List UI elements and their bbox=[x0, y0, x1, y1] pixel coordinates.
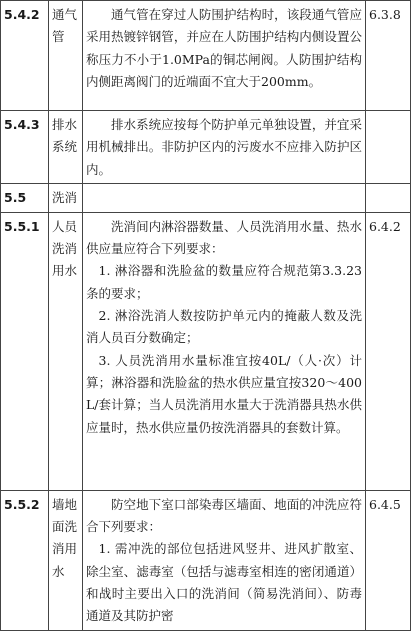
clause-paragraph: 通气管在穿过人防围护结构时，该段通气管应采用热镀锌钢管，并应在人防围护结构内侧设置公称压力不小于1.0MPa的铜芯闸阀。人防围护结构内侧距离阀门的近端面不宜大于200mm。 bbox=[86, 7, 362, 89]
clause-reference: 6.4.2 bbox=[366, 212, 411, 490]
table-row bbox=[1, 490, 411, 630]
clause-number: 5.5.1 bbox=[1, 212, 49, 490]
clause-list-item: 1. 淋浴器和洗脸盆的数量应符合规范第3.3.23条的要求； bbox=[86, 263, 362, 301]
clause-number: 5.4.3 bbox=[1, 111, 49, 184]
clause-paragraph: 洗消间内淋浴器数量、人员洗消用水量、热水供应量应符合下列要求： bbox=[86, 218, 362, 257]
clause-term: 墙地面洗消用水 bbox=[49, 490, 83, 630]
clause-reference bbox=[366, 183, 411, 212]
clause-reference: 6.4.5 bbox=[366, 490, 411, 630]
clause-text bbox=[83, 212, 366, 490]
table-row bbox=[1, 111, 411, 184]
section-title: 洗消 bbox=[49, 183, 83, 212]
clause-reference bbox=[366, 111, 411, 184]
clause-paragraph: 防空地下室口部染毒区墙面、地面的冲洗应符合下列要求： bbox=[86, 496, 362, 535]
clause-list-item: 1. 需冲洗的部位包括进风竖井、进风扩散室、除尘室、滤毒室（包括与滤毒室相连的密闭通道）和战时主要出入口的洗消间（简易洗消间）、防毒通道及其防护密 bbox=[86, 541, 362, 624]
clause-reference: 6.3.8 bbox=[366, 1, 411, 111]
clause-number: 5.5.2 bbox=[1, 490, 49, 630]
table-row bbox=[1, 1, 411, 111]
table-row bbox=[1, 183, 411, 212]
clause-text bbox=[83, 183, 366, 212]
section-number: 5.5 bbox=[1, 183, 49, 212]
clause-text bbox=[83, 490, 366, 630]
clause-list-item: 2. 淋浴洗消人数按防护单元内的掩蔽人数及洗消人员百分数确定； bbox=[86, 308, 362, 346]
table-row bbox=[1, 212, 411, 490]
clause-term: 排水系统 bbox=[49, 111, 83, 184]
clause-paragraph: 排水系统应按每个防护单元单独设置，并宜采用机械排出。非防护区内的污废水不应排入防护区内。 bbox=[86, 117, 362, 177]
clause-text bbox=[83, 1, 366, 111]
clause-text bbox=[83, 111, 366, 184]
clause-term: 人员洗消用水 bbox=[49, 212, 83, 490]
clause-term: 通气管 bbox=[49, 1, 83, 111]
clause-list-item: 3. 人员洗消用水量标准宜按40L/（人·次）计算；淋浴器和洗脸盆的热水供应量宜按320～400L/套计算；当人员洗消用水量大于洗消器具热水供应量时，热水供应量仍按洗消器具的套数计算。 bbox=[86, 352, 362, 435]
clause-number: 5.4.2 bbox=[1, 1, 49, 111]
